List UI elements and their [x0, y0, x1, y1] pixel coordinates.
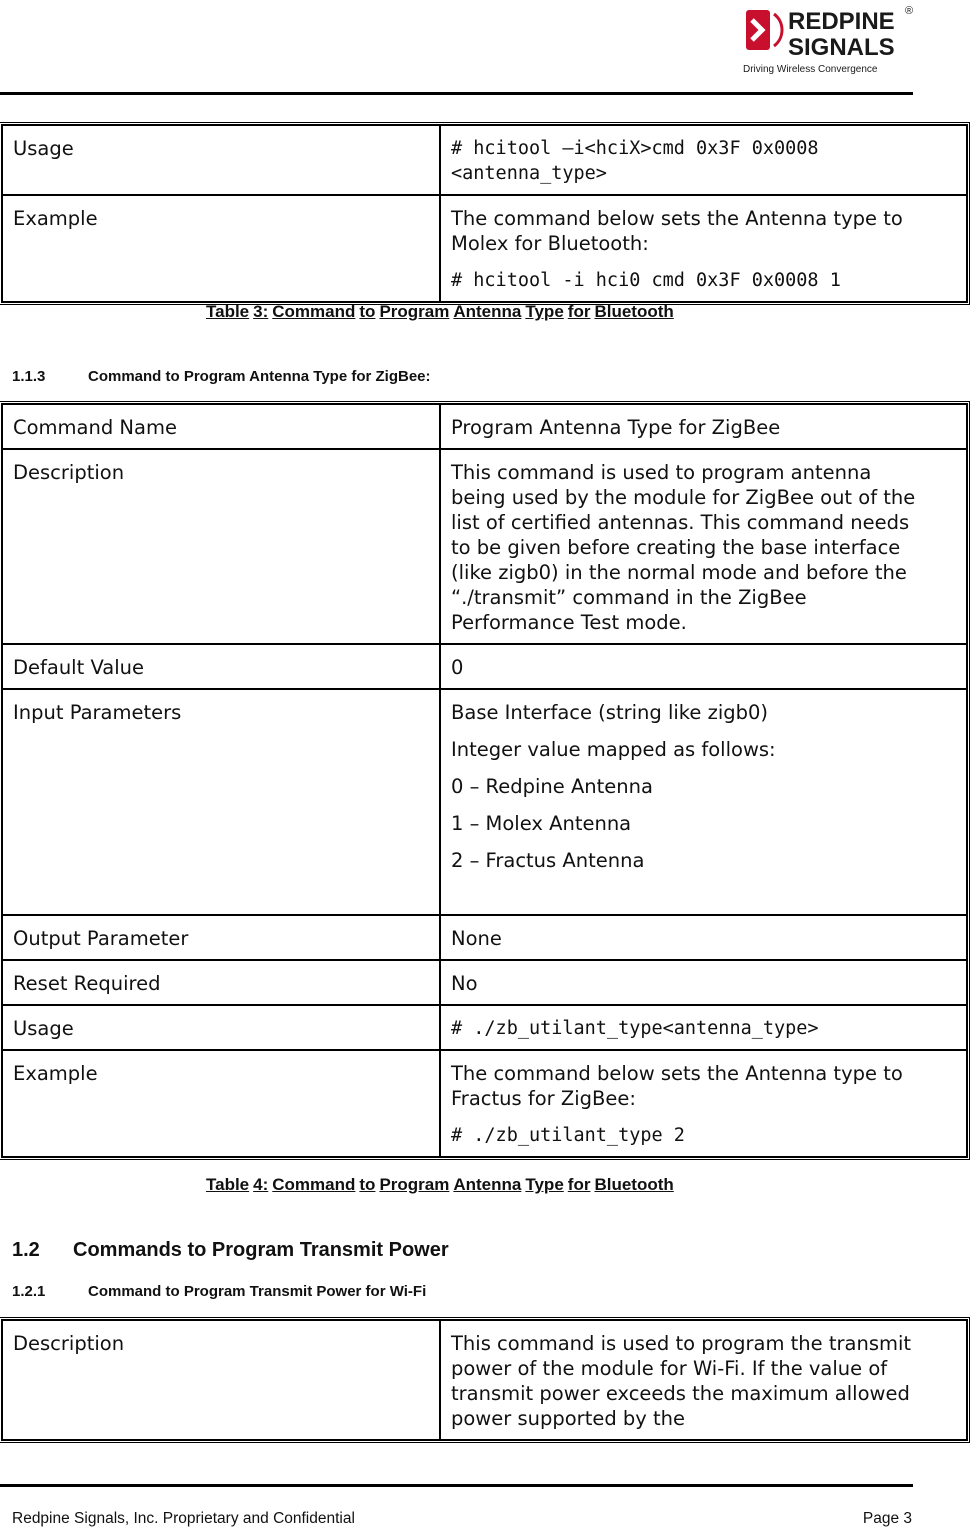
row-value: This command is used to program the transmit power of the module for Wi-Fi. If the value of transmit power exceeds the maximum allowed power supported by the	[440, 1320, 967, 1440]
table-row	[2, 125, 967, 195]
row-value	[440, 1050, 967, 1157]
row-value	[440, 689, 967, 915]
section-heading-1-2	[12, 1239, 449, 1262]
caption-word: to	[359, 1175, 376, 1194]
caption-word: Table	[206, 302, 250, 321]
row-key: Description	[2, 449, 440, 644]
logo-line1: REDPINE	[788, 8, 895, 35]
caption-word: Program	[379, 1175, 450, 1194]
logo-registered-mark: ®	[905, 5, 914, 17]
logo-line2: SIGNALS	[788, 34, 895, 61]
caption-word: Bluetooth	[594, 302, 674, 321]
section-number: 1.2.1	[12, 1283, 46, 1300]
caption-word: Table	[206, 1175, 250, 1194]
row-value: 0	[440, 644, 967, 689]
table-antenna-type-bluetooth	[1, 124, 968, 303]
caption-word: Bluetooth	[594, 1175, 674, 1194]
param-line: 2 – Fractus Antenna	[451, 849, 645, 872]
footer-confidential-text: Redpine Signals, Inc. Proprietary and Confidential	[12, 1510, 355, 1527]
row-key: Command Name	[2, 404, 440, 449]
param-line: 1 – Molex Antenna	[451, 812, 632, 835]
table-antenna-type-zigbee	[1, 403, 968, 1158]
row-key: Usage	[2, 125, 440, 195]
table-row	[2, 960, 967, 1005]
row-value: No	[440, 960, 967, 1005]
caption-word: 4:	[253, 1175, 269, 1194]
header-rule	[0, 92, 913, 95]
caption-word: Program	[379, 302, 450, 321]
row-value	[440, 195, 967, 302]
table-4-caption	[206, 1175, 678, 1195]
section-number: 1.2	[12, 1239, 40, 1261]
row-key: Usage	[2, 1005, 440, 1050]
row-value: Program Antenna Type for ZigBee	[440, 404, 967, 449]
usage-command: # hcitool –i<hciX>cmd 0x3F 0x0008 <antenna_type>	[451, 138, 819, 184]
usage-command: # ./zb_utilant_type<antenna_type>	[451, 1018, 819, 1039]
table-3-caption	[206, 302, 678, 322]
footer-rule	[0, 1484, 913, 1487]
redpine-logo-mark	[740, 2, 916, 76]
row-key: Reset Required	[2, 960, 440, 1005]
example-text: The command below sets the Antenna type to Molex for Bluetooth:	[451, 207, 903, 255]
caption-word: 3:	[253, 302, 269, 321]
section-title: Command to Program Transmit Power for Wi-Fi	[88, 1283, 427, 1300]
section-title: Command to Program Antenna Type for ZigBee:	[88, 368, 431, 385]
table-row	[2, 1050, 967, 1157]
page-number: Page 3	[862, 1510, 912, 1527]
section-heading-1-1-3	[12, 368, 431, 385]
row-key: Default Value	[2, 644, 440, 689]
caption-word: Antenna	[453, 302, 522, 321]
row-value: This command is used to program antenna being used by the module for ZigBee out of the list of certified antennas. This command needs to be given before creating the base interface (like zigb0) in the normal mode and before the “./transmit” command in the ZigBee Performance Test mode.	[440, 449, 967, 644]
table-row	[2, 404, 967, 449]
row-key: Output Parameter	[2, 915, 440, 960]
caption-word: for	[567, 1175, 591, 1194]
page-footer	[12, 1510, 912, 1528]
caption-word: Command	[272, 302, 356, 321]
table-transmit-power-wifi	[1, 1319, 968, 1441]
table-row	[2, 195, 967, 302]
table-row	[2, 915, 967, 960]
caption-word: to	[359, 302, 376, 321]
redpine-signals-logo	[740, 2, 916, 76]
row-key: Description	[2, 1320, 440, 1440]
logo-tagline: Driving Wireless Convergence	[743, 64, 878, 75]
param-line: 0 – Redpine Antenna	[451, 775, 653, 798]
caption-word: Command	[272, 1175, 356, 1194]
param-line: Base Interface (string like zigb0)	[451, 701, 769, 724]
caption-word: Antenna	[453, 1175, 522, 1194]
caption-word: for	[567, 302, 591, 321]
caption-word: Type	[525, 1175, 564, 1194]
table-row	[2, 1005, 967, 1050]
caption-word: Type	[525, 302, 564, 321]
row-key: Example	[2, 1050, 440, 1157]
row-key: Input Parameters	[2, 689, 440, 915]
table-row	[2, 449, 967, 644]
section-heading-1-2-1	[12, 1283, 426, 1300]
example-command: # hcitool -i hci0 cmd 0x3F 0x0008 1	[451, 270, 841, 291]
table-row	[2, 1320, 967, 1440]
section-number: 1.1.3	[12, 368, 46, 385]
row-value	[440, 125, 967, 195]
table-row	[2, 689, 967, 915]
row-value	[440, 1005, 967, 1050]
example-text: The command below sets the Antenna type to Fractus for ZigBee:	[451, 1062, 903, 1110]
param-line: Integer value mapped as follows:	[451, 738, 776, 761]
section-title: Commands to Program Transmit Power	[73, 1239, 449, 1261]
row-value: None	[440, 915, 967, 960]
row-key: Example	[2, 195, 440, 302]
example-command: # ./zb_utilant_type 2	[451, 1125, 685, 1146]
table-row	[2, 644, 967, 689]
